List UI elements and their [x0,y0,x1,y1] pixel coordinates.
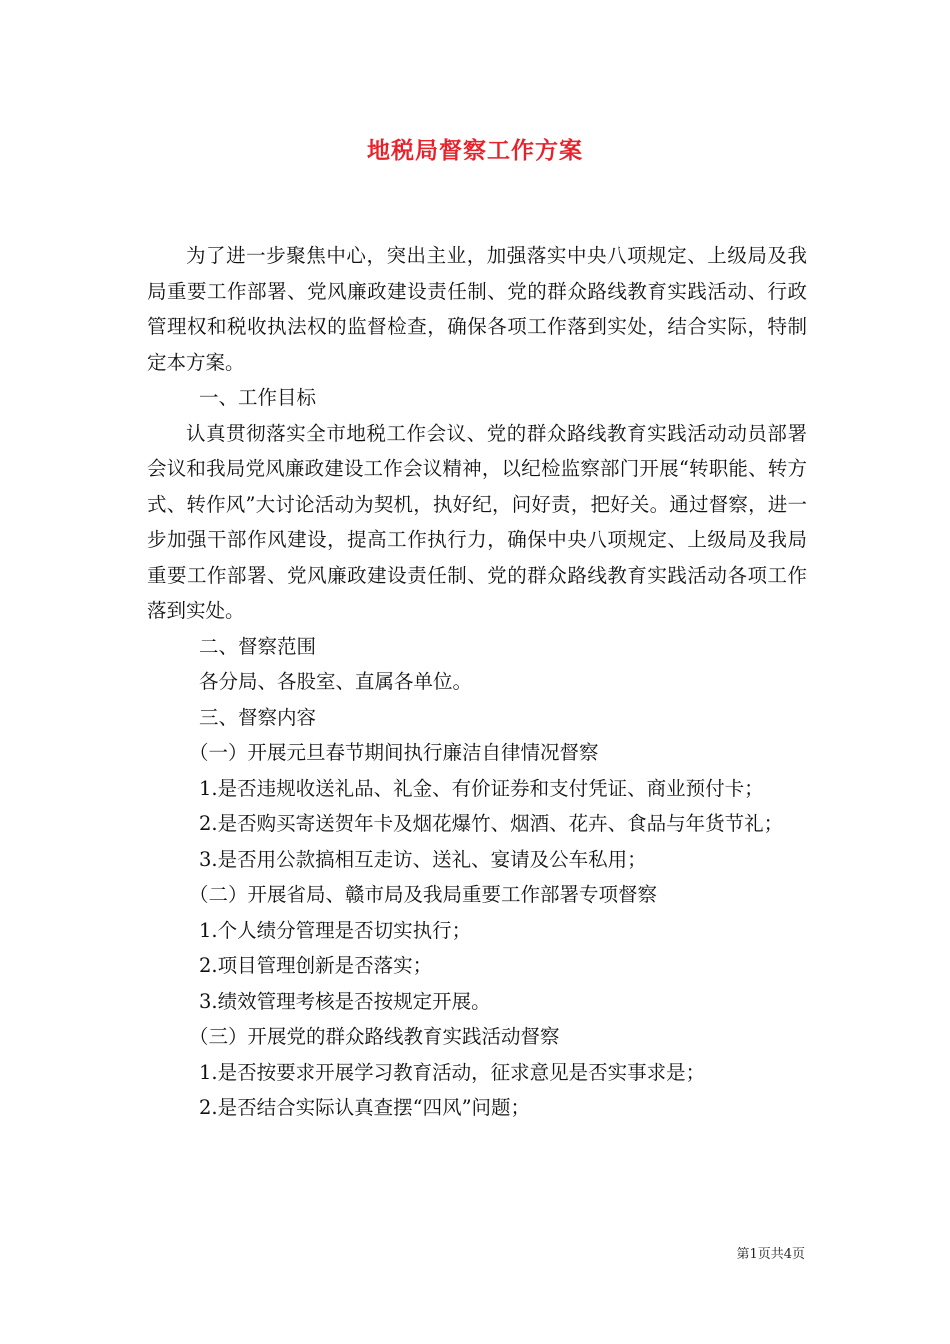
list-item: 1.是否违规收送礼品、礼金、有价证券和支付凭证、商业预付卡； [199,776,764,800]
list-item: 1.是否按要求开展学习教育活动，征求意见是否实事求是； [199,1060,706,1084]
scope-paragraph: 各分局、各股室、直属各单位。 [199,670,473,693]
subsection-heading-mass-line: （三）开展党的群众路线教育实践活动督察 [189,1025,560,1048]
page-number: 第1页共4页 [736,1247,805,1262]
document-body [147,238,807,1126]
list-item: 2.项目管理创新是否落实； [199,954,433,977]
list-item: 2.是否购买寄送贺年卡及烟花爆竹、烟酒、花卉、食品与年货节礼； [199,812,784,835]
goals-paragraph: 认真贯彻落实全市地税工作会议、党的群众路线教育实践活动动员部署会议和我局党风廉政建设工作会议精神，以纪检监察部门开展“转职能、转方式、转作风”大讨论活动为契机，执好纪，问好责，把好关。通过督察，进一步加强干部作风建设，提高工作执行力，确保中央八项规定、上级局及我局重要工作部署、党风廉政建设责任制、党的群众路线教育实践活动各项工作落到实处。 [147,421,807,622]
list-item: 1.个人绩分管理是否切实执行； [199,918,472,942]
subsection-heading-holiday: （一）开展元旦春节期间执行廉洁自律情况督察 [189,741,599,764]
section-heading-content: 三、督察内容 [199,705,317,729]
list-item: 3.是否用公款搞相互走访、送礼、宴请及公车私用； [199,847,647,871]
subsection-heading-deployment: （二）开展省局、赣市局及我局重要工作部署专项督察 [189,883,658,906]
section-heading-scope: 二、督察范围 [199,634,317,658]
section-heading-goals: 一、工作目标 [199,386,317,409]
document-title: 地税局督察工作方案 [367,137,583,164]
list-item: 3.绩效管理考核是否按规定开展。 [199,989,491,1013]
intro-paragraph: 为了进一步聚焦中心，突出主业，加强落实中央八项规定、上级局及我局重要工作部署、党风廉政建设责任制、党的群众路线教育实践活动、行政管理权和税收执法权的监督检查，确保各项工作落到实处，结合实际，特制定本方案。 [147,244,807,374]
list-item: 2.是否结合实际认真查摆“四风”问题； [199,1096,531,1119]
